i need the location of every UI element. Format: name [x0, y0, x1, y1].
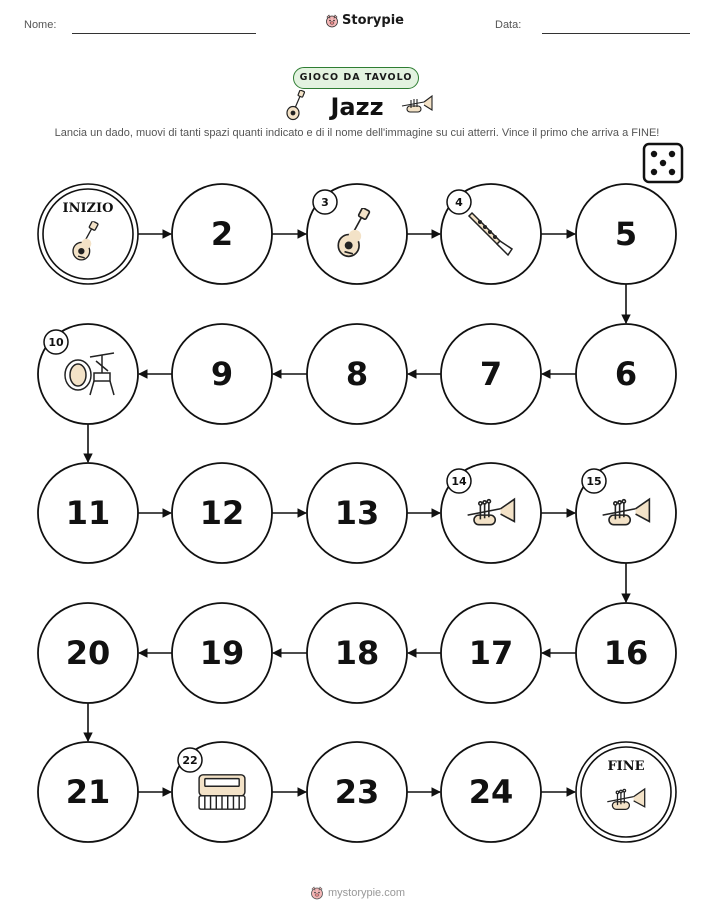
space-circle: [576, 742, 676, 842]
brand-name: Storypie: [342, 13, 404, 28]
page-title: Jazz: [330, 93, 384, 121]
space-number: 12: [199, 494, 245, 532]
space-number: 2: [210, 215, 234, 253]
board-space-8[interactable]: [307, 324, 407, 424]
date-label: Data:: [495, 19, 522, 31]
footer-url: mystorypie.com: [328, 887, 406, 899]
board-space-10[interactable]: [38, 324, 138, 424]
space-label: INIZIO: [62, 201, 114, 216]
space-label: FINE: [607, 759, 645, 774]
space-number: 4: [455, 196, 463, 209]
space-number: 14: [451, 475, 467, 488]
board-space-3[interactable]: [307, 184, 407, 284]
board-space-6[interactable]: [576, 324, 676, 424]
space-number: 7: [479, 355, 503, 393]
board-space-21[interactable]: [38, 742, 138, 842]
space-number: 13: [334, 494, 380, 532]
instructions-text: Lancia un dado, muovi di tanti spazi quanti indicato e di il nome dell'immagine su cui atterri. Vince il primo che arriva a FINE!: [54, 127, 660, 139]
board-space-9[interactable]: [172, 324, 272, 424]
board-space-1[interactable]: [38, 184, 138, 284]
board-space-16[interactable]: [576, 603, 676, 703]
space-number: 24: [468, 773, 514, 811]
board-space-2[interactable]: [172, 184, 272, 284]
board-space-19[interactable]: [172, 603, 272, 703]
footer: [310, 886, 405, 900]
board-space-23[interactable]: [307, 742, 407, 842]
space-number: 11: [65, 494, 111, 532]
space-number: 10: [48, 336, 64, 349]
space-number: 20: [65, 634, 111, 672]
board-space-11[interactable]: [38, 463, 138, 563]
game-type-badge: GIOCO DA TAVOLO: [293, 67, 419, 89]
pig-mascot-icon: [310, 886, 324, 900]
board-space-7[interactable]: [441, 324, 541, 424]
board-space-20[interactable]: [38, 603, 138, 703]
board-space-12[interactable]: [172, 463, 272, 563]
board-space-5[interactable]: [576, 184, 676, 284]
space-number: 15: [586, 475, 602, 488]
board-space-17[interactable]: [441, 603, 541, 703]
board-space-18[interactable]: [307, 603, 407, 703]
space-number: 16: [603, 634, 649, 672]
board-space-24[interactable]: [441, 742, 541, 842]
space-number: 6: [614, 355, 638, 393]
board-space-15[interactable]: [576, 463, 676, 563]
space-number: 22: [182, 754, 198, 767]
space-number: 18: [334, 634, 380, 672]
name-label: Nome:: [24, 19, 57, 31]
board-space-22[interactable]: [172, 742, 272, 842]
space-number: 8: [345, 355, 369, 393]
space-number: 21: [65, 773, 111, 811]
board-spaces: [38, 184, 676, 842]
board-space-13[interactable]: [307, 463, 407, 563]
accordion-icon: [199, 775, 245, 809]
board-space-4[interactable]: [441, 184, 541, 284]
board-space-25[interactable]: [576, 742, 676, 842]
space-number: 17: [468, 634, 514, 672]
space-number: 3: [321, 196, 329, 209]
space-number: 9: [210, 355, 234, 393]
board-space-14[interactable]: [441, 463, 541, 563]
space-number: 23: [334, 773, 380, 811]
space-number: 5: [614, 215, 638, 253]
space-number: 19: [199, 634, 245, 672]
